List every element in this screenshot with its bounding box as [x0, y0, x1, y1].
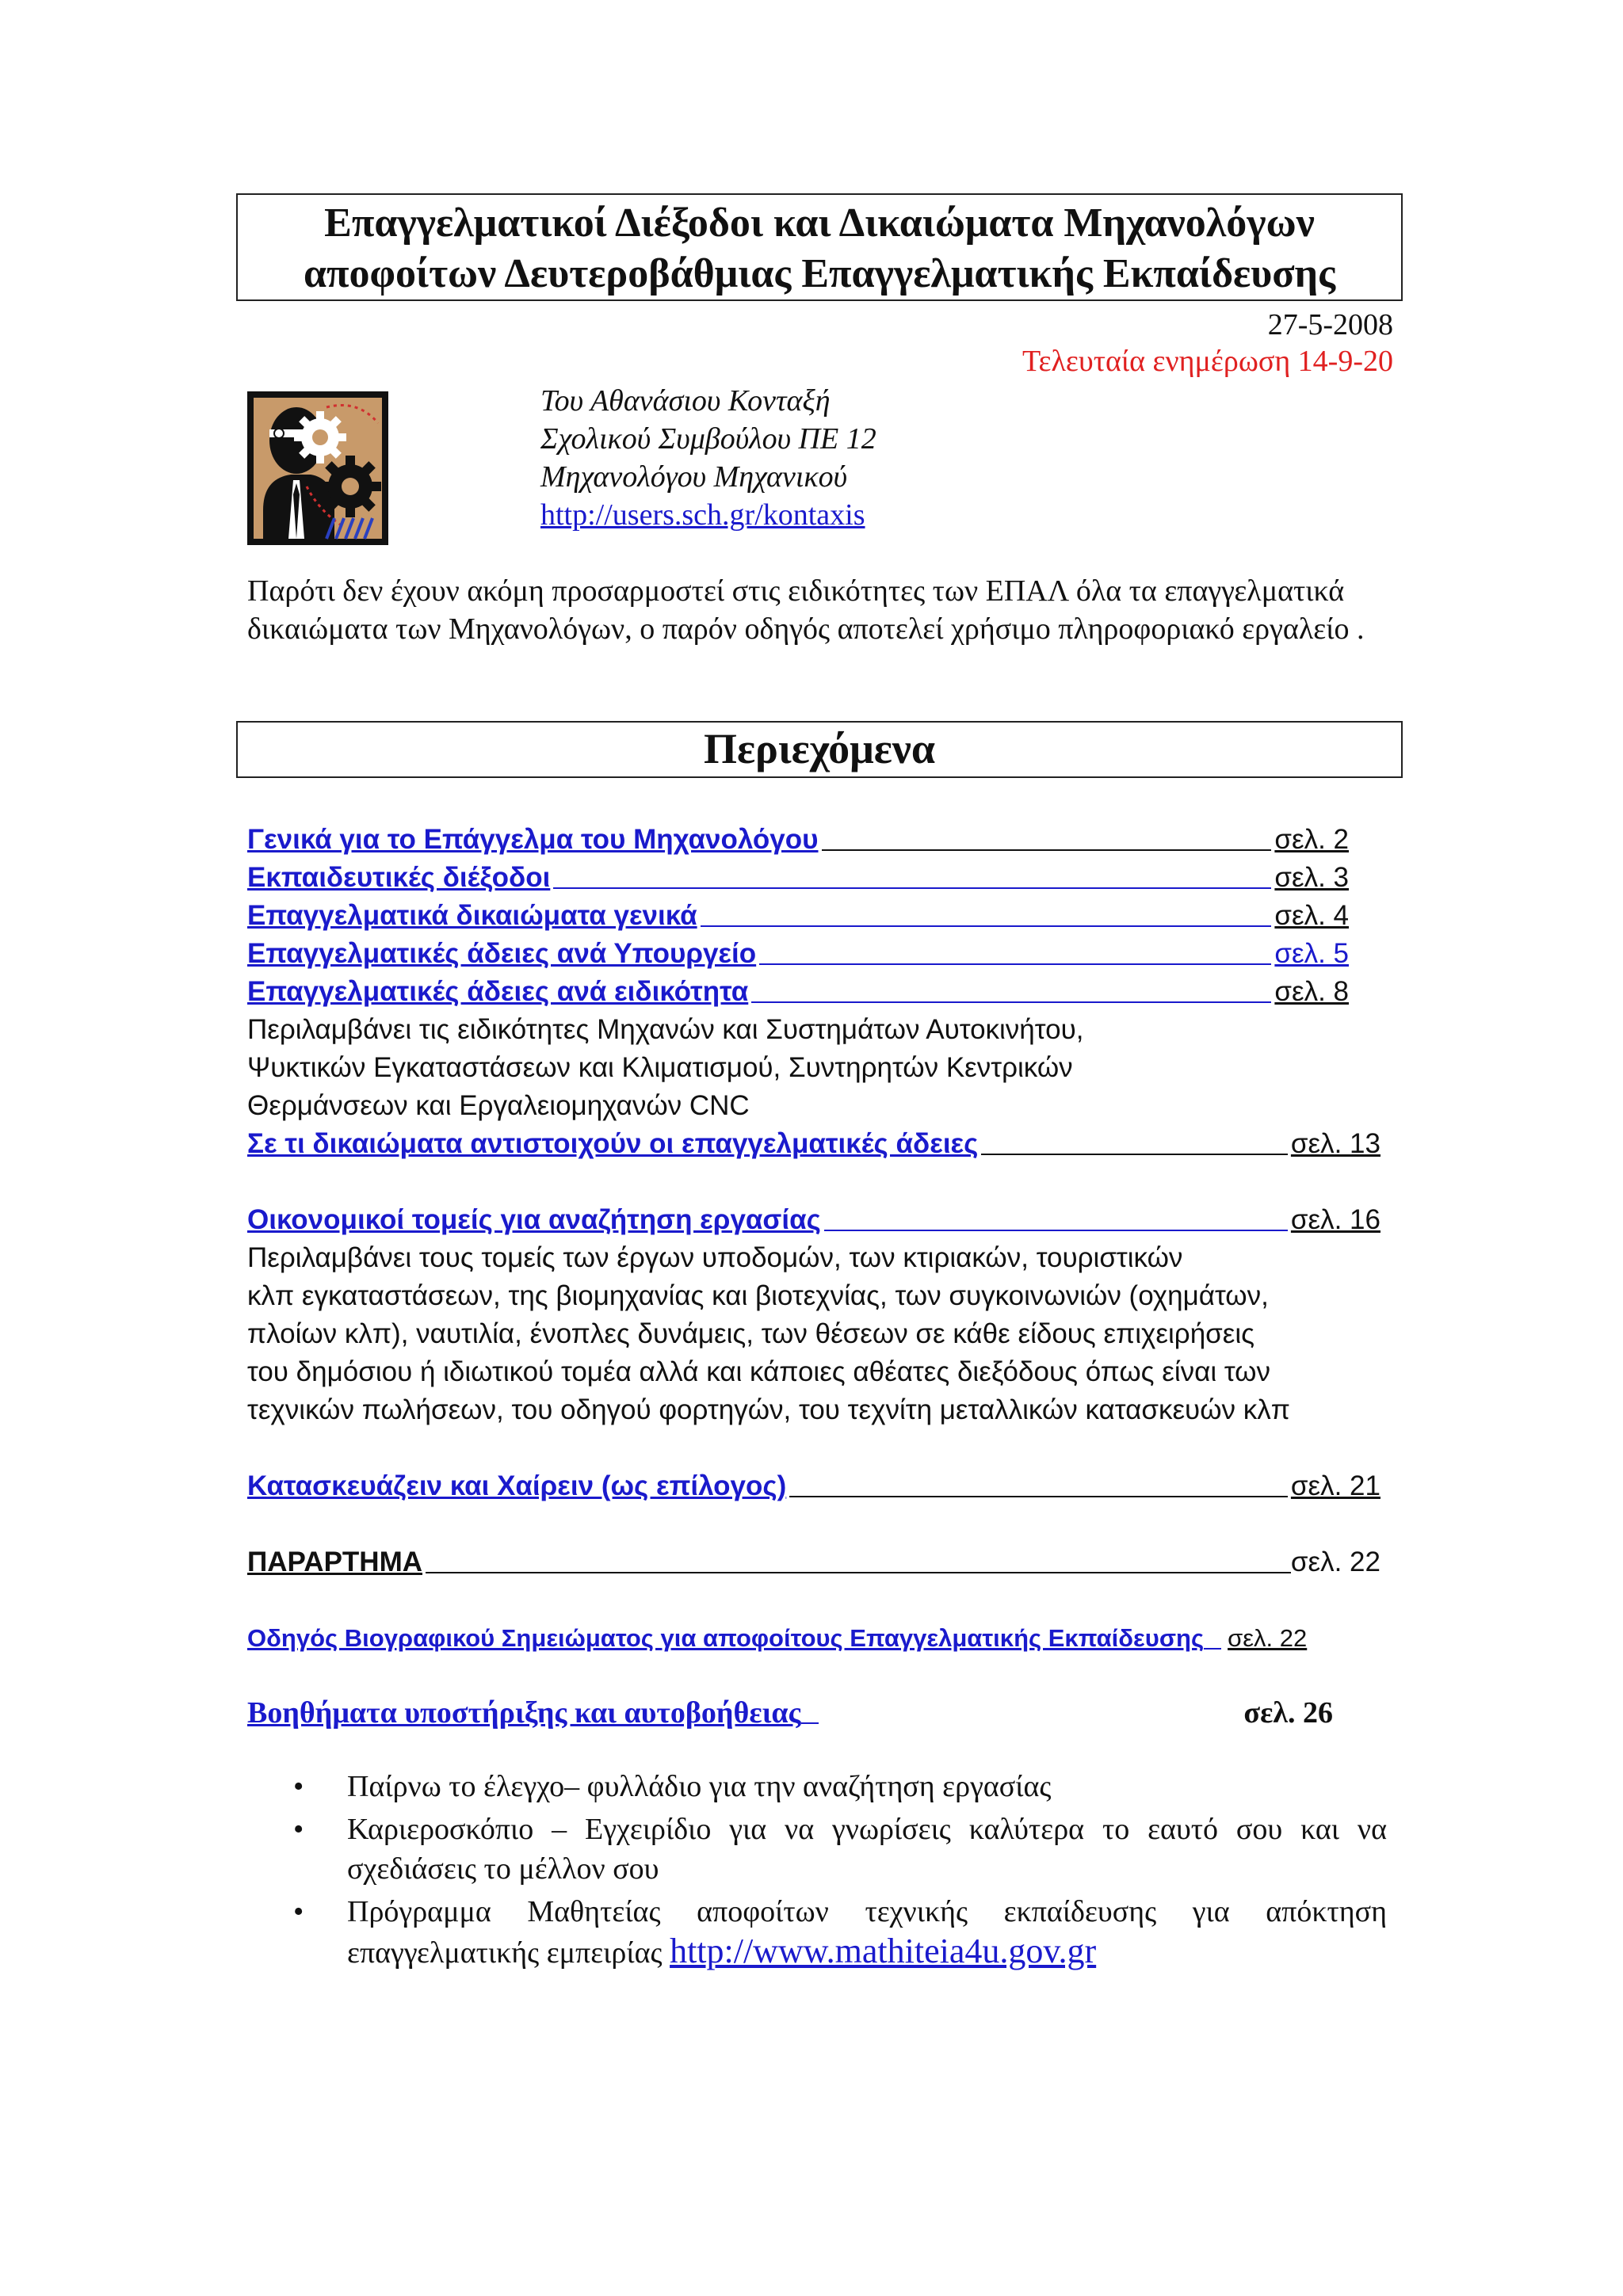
toc-leader [822, 849, 1272, 851]
last-update: Τελευταία ενημέρωση 14-9-20 [1022, 345, 1393, 378]
toc-label[interactable]: Εκπαιδευτικές διέξοδοι [247, 862, 551, 893]
toc-description-line: πλοίων κλπ), ναυτιλία, ένοπλες δυνάμεις, των θέσεων σε κάθε είδους επιχειρήσεις [247, 1318, 1255, 1349]
toc-label[interactable]: Γενικά για το Επάγγελμα του Μηχανολόγου [247, 824, 819, 855]
toc-entry-specialty[interactable] [247, 973, 1381, 1011]
title-line-2: αποφοίτων Δευτεροβάθμιας Επαγγελματικής Εκπαίδευσης [303, 251, 1336, 296]
toc-entry-appendix [247, 1543, 1381, 1581]
toc-page: σελ. 22 [1228, 1624, 1308, 1652]
list-item [293, 1892, 1387, 1973]
bullet-text: Καριεροσκόπιο – Εγχειρίδιο για να γνωρίσεις καλύτερα το εαυτό σου και να σχεδιάσεις το μέλλον σου [347, 1813, 1387, 1886]
toc-description-line: Θερμάνσεων και Εργαλειομηχανών CNC [247, 1090, 750, 1121]
toc-entry-ministry[interactable] [247, 935, 1381, 973]
toc-page: σελ. 8 [1274, 976, 1349, 1007]
toc-entry-cv-guide[interactable] [247, 1619, 1381, 1657]
author-name: Του Αθανάσιου Κονταξή [540, 384, 831, 418]
resource-bullet-list [293, 1767, 1387, 1976]
document-date: 27-5-2008 [1267, 308, 1393, 341]
author-block [540, 382, 876, 534]
toc-entry-education[interactable] [247, 859, 1381, 897]
toc-label: ΠΑΡΑΡΤΗΜΑ [247, 1547, 423, 1577]
toc-entry-rights[interactable] [247, 897, 1381, 935]
toc-label[interactable]: Κατασκευάζειν και Χαίρειν (ως επίλογος) [247, 1470, 787, 1501]
toc-page: σελ. 4 [1274, 900, 1349, 931]
toc-page: σελ. 5 [1274, 938, 1349, 969]
title-line-1: Επαγγελματικοί Διέξοδοι και Δικαιώματα Μηχανολόγων [324, 200, 1315, 246]
toc-entry-aids[interactable] [247, 1694, 1381, 1732]
mechanical-engineer-gears-logo [247, 391, 388, 545]
toc-entry-epilogue[interactable] [247, 1467, 1381, 1505]
toc-label[interactable]: Επαγγελματικές άδειες ανά Υπουργείο [247, 938, 757, 969]
toc-leader [981, 1154, 1288, 1155]
toc-leader [759, 963, 1271, 965]
toc-label[interactable]: Σε τι δικαιώματα αντιστοιχούν οι επαγγελματικές άδειες [247, 1128, 979, 1159]
bullet-icon: • [293, 1770, 304, 1803]
toc-description-line: κλπ εγκαταστάσεων, της βιομηχανίας και βιοτεχνίας, των συγκοινωνιών (οχημάτων, [247, 1280, 1269, 1311]
table-of-contents [247, 821, 1381, 1732]
author-profession: Μηχανολόγου Μηχανικού [540, 460, 848, 494]
toc-leader [553, 887, 1271, 889]
toc-leader [426, 1572, 1291, 1573]
bullet-icon: • [293, 1813, 304, 1846]
intro-paragraph: Παρότι δεν έχουν ακόμη προσαρμοστεί στις ειδικότητες των ΕΠΑΛ όλα τα επαγγελματικά δικαιώματα των Μηχανολόγων, ο παρόν οδηγός αποτελεί χρήσιμο πληροφοριακό εργαλείο . [247, 574, 1365, 646]
toc-label[interactable]: Οδηγός Βιογραφικού Σημειώματος για αποφοίτους Επαγγελματικής Εκπαίδευσης [247, 1624, 1205, 1652]
author-role: Σχολικού Συμβούλου ΠΕ 12 [540, 422, 876, 456]
bullet-text: Παίρνω το έλεγχο– φυλλάδιο για την αναζήτηση εργασίας [347, 1770, 1052, 1803]
toc-page: σελ. 3 [1274, 862, 1349, 893]
toc-leader [789, 1496, 1288, 1497]
toc-page: σελ. 2 [1274, 824, 1349, 855]
toc-page: σελ. 21 [1290, 1470, 1381, 1501]
toc-label[interactable]: Βοηθήματα υποστήριξης και αυτοβοήθειας [247, 1696, 801, 1730]
toc-label[interactable]: Επαγγελματικά δικαιώματα γενικά [247, 900, 697, 931]
toc-page: σελ. 26 [1243, 1696, 1333, 1730]
list-item [293, 1810, 1387, 1889]
toc-description-line: τεχνικών πωλήσεων, του οδηγού φορτηγών, του τεχνίτη μεταλλικών κατασκευών κλπ [247, 1394, 1290, 1425]
bullet-icon: • [293, 1895, 304, 1928]
toc-leader [701, 925, 1272, 927]
toc-entry-sectors[interactable] [247, 1201, 1381, 1239]
document-title [236, 193, 1403, 301]
toc-description-line: Περιλαμβάνει τις ειδικότητες Μηχανών και Συστημάτων Αυτοκινήτου, [247, 1014, 1084, 1045]
toc-page: σελ. 13 [1290, 1128, 1381, 1159]
toc-label[interactable]: Επαγγελματικές άδειες ανά ειδικότητα [247, 976, 749, 1007]
contents-heading: Περιεχόμενα [236, 721, 1403, 778]
toc-description-line: Περιλαμβάνει τους τομείς των έργων υποδομών, των κτιριακών, τουριστικών [247, 1242, 1183, 1273]
toc-label[interactable]: Οικονομικοί τομείς για αναζήτηση εργασίας [247, 1204, 821, 1235]
toc-entry-correspond[interactable] [247, 1125, 1381, 1163]
author-website-link[interactable]: http://users.sch.gr/kontaxis [540, 498, 865, 532]
toc-page: σελ. 16 [1290, 1204, 1381, 1235]
list-item [293, 1767, 1387, 1806]
toc-leader [824, 1230, 1288, 1231]
bullet-text: Πρόγραμμα Μαθητείας αποφοίτων τεχνικής εκπαίδευσης για απόκτηση επαγγελματικής εμπειρίας [347, 1895, 1387, 1970]
toc-entry-general[interactable] [247, 821, 1381, 859]
toc-leader [751, 1001, 1271, 1003]
toc-page: σελ. 22 [1290, 1547, 1381, 1577]
mathiteia-link[interactable]: http://www.mathiteia4u.gov.gr [670, 1932, 1097, 1970]
toc-description-line: του δημόσιου ή ιδιωτικού τομέα αλλά και κάποιες αθέατες διεξόδους όπως είναι των [247, 1356, 1271, 1387]
toc-description-line: Ψυκτικών Εγκαταστάσεων και Κλιματισμού, Συντηρητών Κεντρικών [247, 1052, 1073, 1083]
